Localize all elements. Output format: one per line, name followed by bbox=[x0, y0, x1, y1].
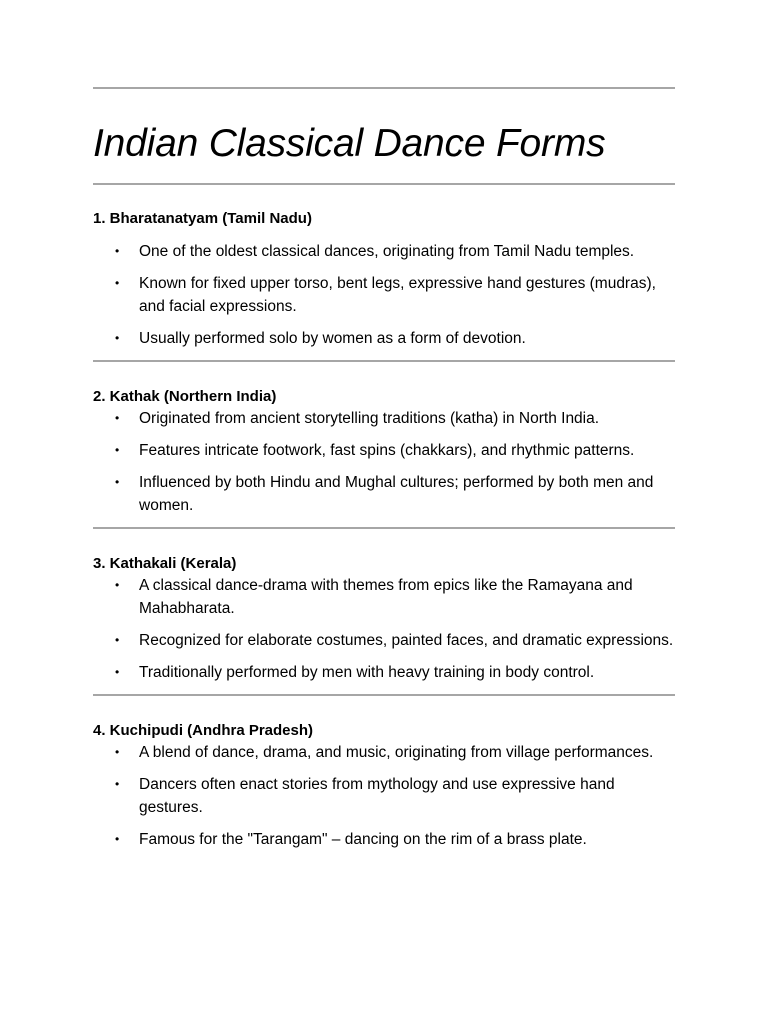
list-item-text: Dancers often enact stories from mythology and use expressive hand gestures. bbox=[139, 776, 615, 816]
section-heading: 3. Kathakali (Kerala) bbox=[93, 555, 237, 572]
bullet-list bbox=[93, 574, 675, 684]
list-item bbox=[93, 272, 675, 318]
bullet-icon: • bbox=[115, 777, 120, 791]
list-item-text: Famous for the "Tarangam" – dancing on the rim of a brass plate. bbox=[139, 831, 587, 848]
list-item-text: A blend of dance, drama, and music, originating from village performances. bbox=[139, 744, 654, 761]
bullet-list bbox=[93, 741, 675, 851]
bullet-icon: • bbox=[115, 578, 120, 592]
list-item bbox=[93, 741, 675, 764]
section-kathakali bbox=[93, 554, 675, 696]
list-item bbox=[93, 828, 675, 851]
section-bharatanatyam bbox=[93, 209, 675, 362]
bullet-icon: • bbox=[115, 745, 120, 759]
list-item bbox=[93, 327, 675, 350]
bullet-icon: • bbox=[115, 633, 120, 647]
list-item bbox=[93, 661, 675, 684]
list-item bbox=[93, 439, 675, 462]
bullet-icon: • bbox=[115, 276, 120, 290]
list-item-text: Traditionally performed by men with heavy training in body control. bbox=[139, 664, 595, 681]
section-divider bbox=[93, 694, 675, 696]
bullet-icon: • bbox=[115, 331, 120, 345]
bullet-icon: • bbox=[115, 475, 120, 489]
list-item-text: A classical dance-drama with themes from epics like the Ramayana and Mahabharata. bbox=[139, 577, 633, 617]
section-heading: 1. Bharatanatyam (Tamil Nadu) bbox=[93, 210, 312, 227]
list-item bbox=[93, 407, 675, 430]
bullet-icon: • bbox=[115, 443, 120, 457]
section-heading: 2. Kathak (Northern India) bbox=[93, 388, 277, 405]
bullet-icon: • bbox=[115, 244, 120, 258]
bullet-list bbox=[93, 407, 675, 517]
section-divider bbox=[93, 527, 675, 529]
list-item bbox=[93, 471, 675, 517]
document-page bbox=[93, 0, 675, 851]
bullet-icon: • bbox=[115, 411, 120, 425]
list-item-text: Usually performed solo by women as a form of devotion. bbox=[139, 330, 526, 347]
bullet-icon: • bbox=[115, 832, 120, 846]
page-title: Indian Classical Dance Forms bbox=[93, 122, 606, 165]
list-item bbox=[93, 574, 675, 620]
list-item bbox=[93, 629, 675, 652]
list-item-text: One of the oldest classical dances, originating from Tamil Nadu temples. bbox=[139, 243, 635, 260]
section-heading: 4. Kuchipudi (Andhra Pradesh) bbox=[93, 722, 314, 739]
bullet-list bbox=[93, 240, 675, 350]
bullet-icon: • bbox=[115, 665, 120, 679]
list-item-text: Known for fixed upper torso, bent legs, expressive hand gestures (mudras), and facial expressions. bbox=[139, 275, 656, 315]
list-item-text: Influenced by both Hindu and Mughal cultures; performed by both men and women. bbox=[139, 474, 654, 514]
section-divider bbox=[93, 360, 675, 362]
list-item bbox=[93, 773, 675, 819]
list-item-text: Originated from ancient storytelling traditions (katha) in North India. bbox=[139, 410, 600, 427]
title-divider bbox=[93, 183, 675, 185]
section-kathak bbox=[93, 387, 675, 529]
list-item bbox=[93, 240, 675, 263]
list-item-text: Recognized for elaborate costumes, painted faces, and dramatic expressions. bbox=[139, 632, 674, 649]
list-item-text: Features intricate footwork, fast spins (chakkars), and rhythmic patterns. bbox=[139, 442, 635, 459]
section-kuchipudi bbox=[93, 721, 675, 851]
